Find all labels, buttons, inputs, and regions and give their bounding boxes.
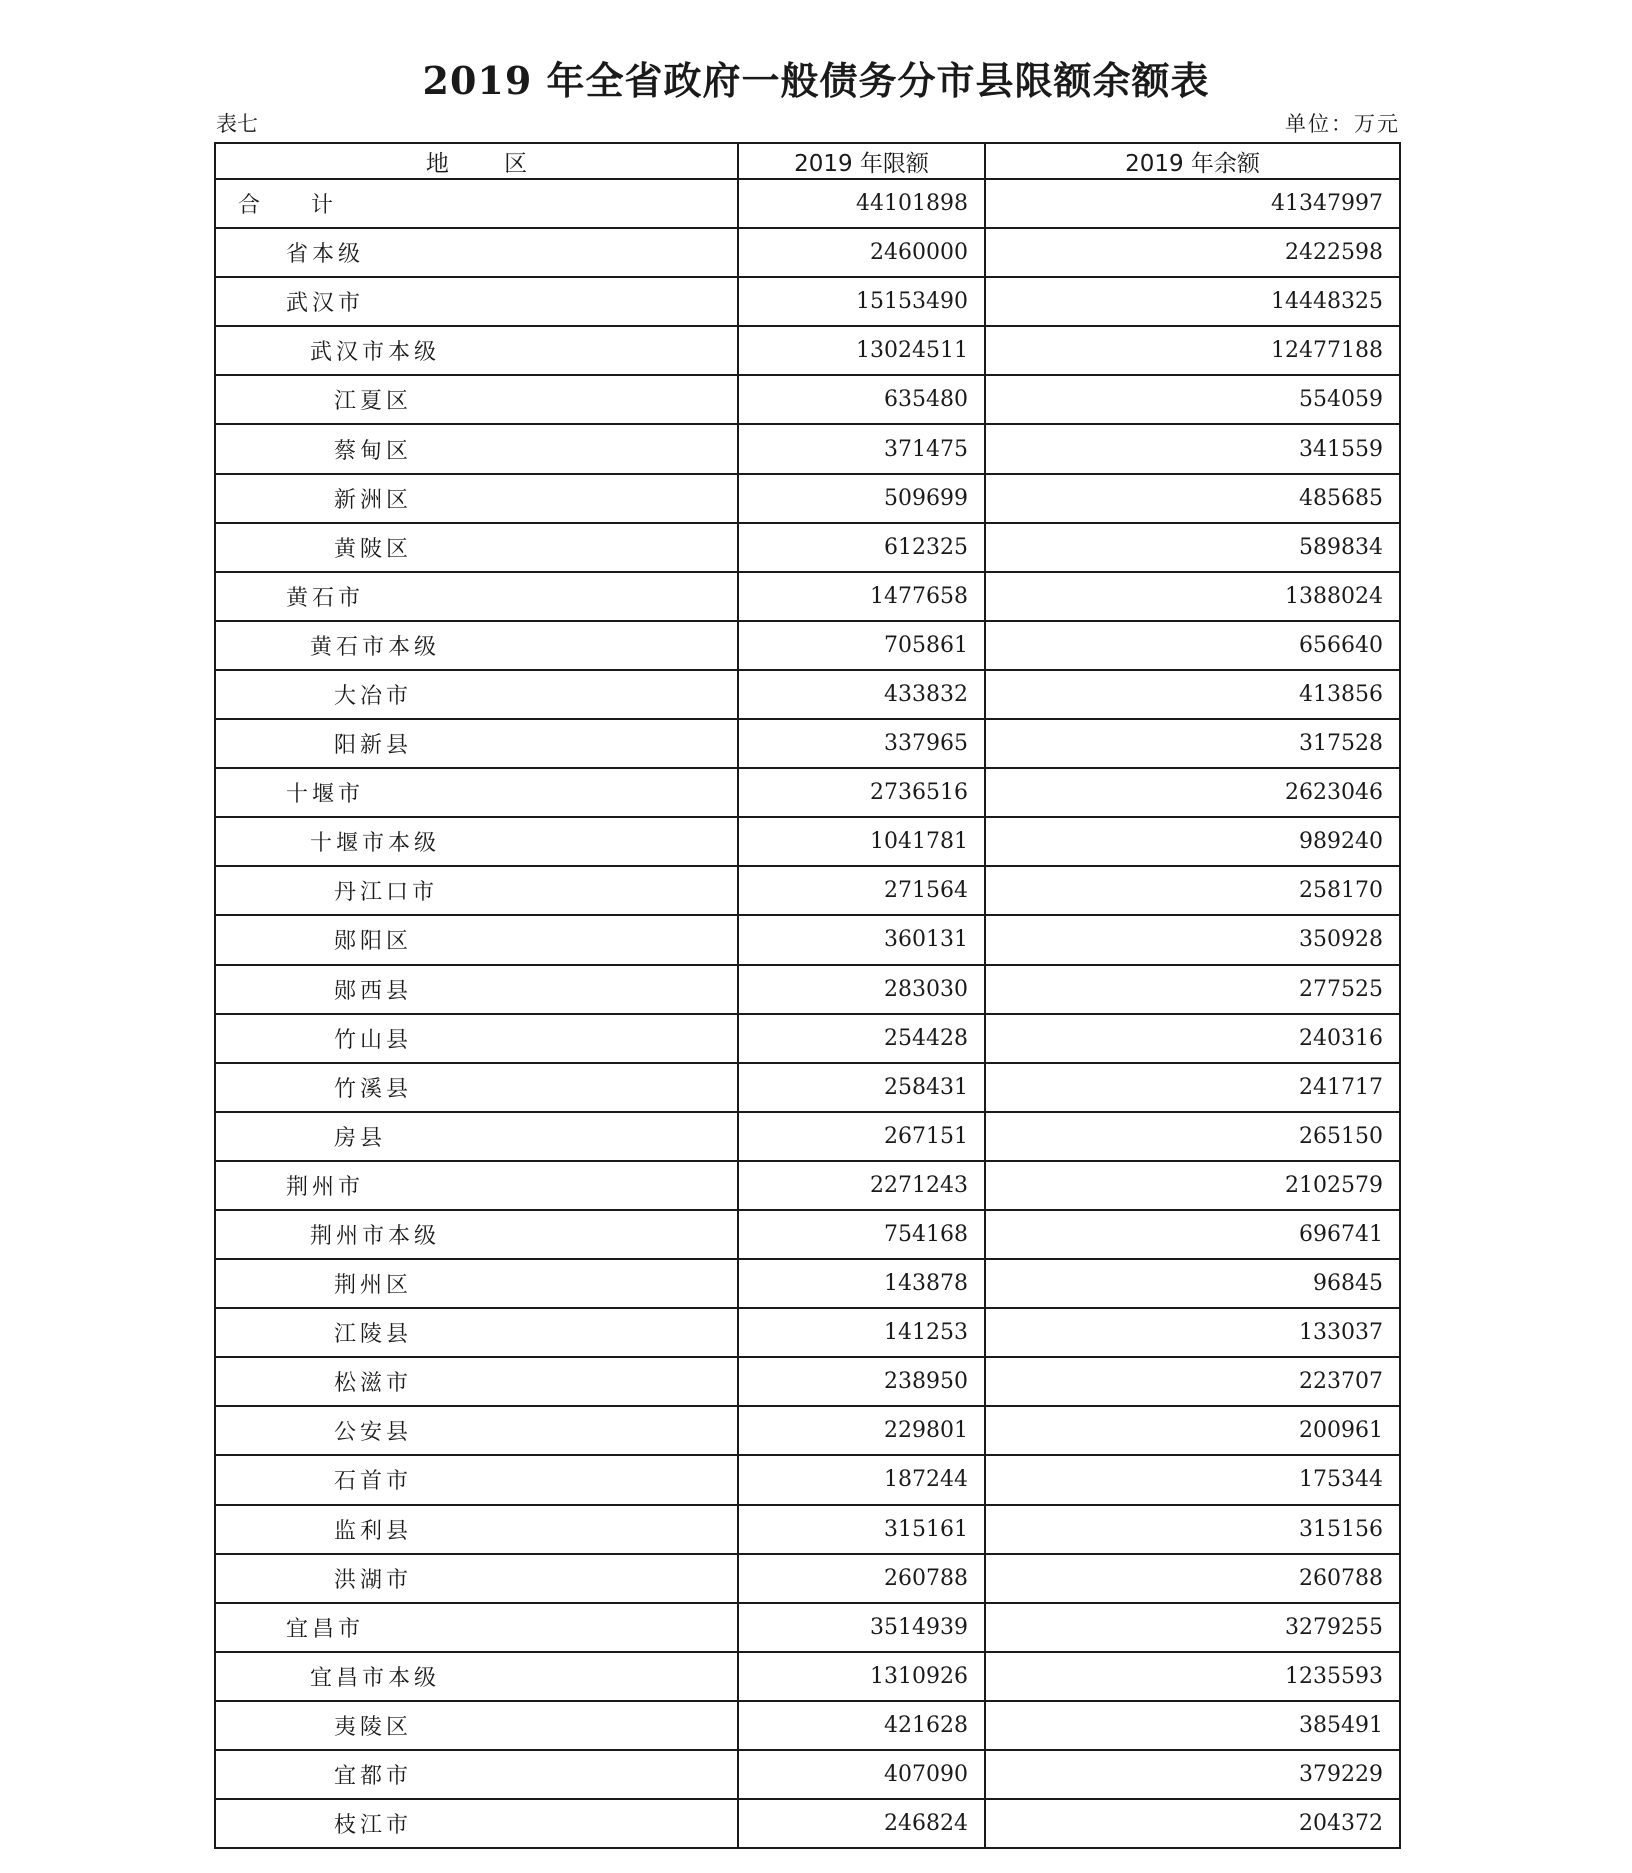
table-row <box>215 1161 1400 1210</box>
region-name-cell: 黄陂区 <box>215 523 738 572</box>
balance-cell: 485685 <box>985 474 1400 523</box>
limit-cell: 246824 <box>738 1799 985 1848</box>
limit-cell: 433832 <box>738 670 985 719</box>
region-name-cell: 江陵县 <box>215 1308 738 1357</box>
table-row <box>215 1308 1400 1357</box>
column-header-limit: 2019 年限额 <box>738 143 985 179</box>
region-name-cell: 宜昌市 <box>215 1603 738 1652</box>
limit-cell: 315161 <box>738 1505 985 1554</box>
region-name-cell: 蔡甸区 <box>215 424 738 473</box>
table-row <box>215 326 1400 375</box>
balance-cell: 12477188 <box>985 326 1400 375</box>
limit-cell: 15153490 <box>738 277 985 326</box>
table-body <box>215 179 1400 1848</box>
region-name-cell: 省本级 <box>215 228 738 277</box>
region-name-cell: 合 计 <box>215 179 738 228</box>
table-row <box>215 474 1400 523</box>
balance-cell: 2422598 <box>985 228 1400 277</box>
table-row <box>215 915 1400 964</box>
table-row <box>215 1406 1400 1455</box>
limit-cell: 258431 <box>738 1063 985 1112</box>
limit-cell: 635480 <box>738 375 985 424</box>
table-row <box>215 1210 1400 1259</box>
balance-cell: 413856 <box>985 670 1400 719</box>
region-name-cell: 新洲区 <box>215 474 738 523</box>
column-header-balance: 2019 年余额 <box>985 143 1400 179</box>
limit-cell: 754168 <box>738 1210 985 1259</box>
limit-cell: 143878 <box>738 1259 985 1308</box>
table-row <box>215 1014 1400 1063</box>
balance-cell: 41347997 <box>985 179 1400 228</box>
table-row <box>215 621 1400 670</box>
table-row <box>215 523 1400 572</box>
balance-cell: 696741 <box>985 1210 1400 1259</box>
region-name-cell: 十堰市 <box>215 768 738 817</box>
region-name-cell: 石首市 <box>215 1455 738 1504</box>
region-name-cell: 郧西县 <box>215 965 738 1014</box>
limit-cell: 13024511 <box>738 326 985 375</box>
table-row <box>215 1357 1400 1406</box>
balance-cell: 350928 <box>985 915 1400 964</box>
region-name-cell: 江夏区 <box>215 375 738 424</box>
balance-cell: 3279255 <box>985 1603 1400 1652</box>
limit-cell: 337965 <box>738 719 985 768</box>
region-name-cell: 松滋市 <box>215 1357 738 1406</box>
table-row <box>215 965 1400 1014</box>
limit-cell: 1310926 <box>738 1652 985 1701</box>
balance-cell: 2102579 <box>985 1161 1400 1210</box>
unit-label: 单位：万元 <box>1285 112 1400 136</box>
limit-cell: 421628 <box>738 1701 985 1750</box>
balance-cell: 1388024 <box>985 572 1400 621</box>
limit-cell: 3514939 <box>738 1603 985 1652</box>
header-row <box>215 143 1400 179</box>
table-row <box>215 1063 1400 1112</box>
limit-cell: 705861 <box>738 621 985 670</box>
balance-cell: 240316 <box>985 1014 1400 1063</box>
region-name-cell: 竹溪县 <box>215 1063 738 1112</box>
limit-cell: 2460000 <box>738 228 985 277</box>
table-row <box>215 1112 1400 1161</box>
page-title: 2019 年全省政府一般债务分市县限额余额表 <box>422 58 1210 103</box>
balance-cell: 317528 <box>985 719 1400 768</box>
limit-cell: 44101898 <box>738 179 985 228</box>
region-name-cell: 十堰市本级 <box>215 817 738 866</box>
region-name-cell: 公安县 <box>215 1406 738 1455</box>
region-name-cell: 丹江口市 <box>215 866 738 915</box>
limit-cell: 1477658 <box>738 572 985 621</box>
table-row <box>215 424 1400 473</box>
limit-cell: 407090 <box>738 1750 985 1799</box>
table-row <box>215 1652 1400 1701</box>
region-name-cell: 房县 <box>215 1112 738 1161</box>
balance-cell: 277525 <box>985 965 1400 1014</box>
balance-cell: 258170 <box>985 866 1400 915</box>
region-name-cell: 竹山县 <box>215 1014 738 1063</box>
limit-cell: 141253 <box>738 1308 985 1357</box>
region-name-cell: 荆州市本级 <box>215 1210 738 1259</box>
limit-cell: 267151 <box>738 1112 985 1161</box>
region-name-cell: 宜都市 <box>215 1750 738 1799</box>
region-name-cell: 阳新县 <box>215 719 738 768</box>
region-name-cell: 宜昌市本级 <box>215 1652 738 1701</box>
limit-cell: 1041781 <box>738 817 985 866</box>
region-name-cell: 大冶市 <box>215 670 738 719</box>
region-name-cell: 郧阳区 <box>215 915 738 964</box>
table-row <box>215 1799 1400 1848</box>
table-row <box>215 179 1400 228</box>
balance-cell: 385491 <box>985 1701 1400 1750</box>
table-row <box>215 228 1400 277</box>
region-name-cell: 洪湖市 <box>215 1554 738 1603</box>
balance-cell: 1235593 <box>985 1652 1400 1701</box>
limit-cell: 187244 <box>738 1455 985 1504</box>
limit-cell: 238950 <box>738 1357 985 1406</box>
region-name-cell: 黄石市本级 <box>215 621 738 670</box>
table-row <box>215 1603 1400 1652</box>
limit-cell: 283030 <box>738 965 985 1014</box>
balance-cell: 14448325 <box>985 277 1400 326</box>
limit-cell: 612325 <box>738 523 985 572</box>
limit-cell: 271564 <box>738 866 985 915</box>
table-number-label: 表七 <box>216 112 258 136</box>
balance-cell: 96845 <box>985 1259 1400 1308</box>
table-row <box>215 1259 1400 1308</box>
limit-cell: 371475 <box>738 424 985 473</box>
region-name-cell: 枝江市 <box>215 1799 738 1848</box>
table-row <box>215 1455 1400 1504</box>
balance-cell: 379229 <box>985 1750 1400 1799</box>
balance-cell: 241717 <box>985 1063 1400 1112</box>
table-row <box>215 375 1400 424</box>
limit-cell: 254428 <box>738 1014 985 1063</box>
limit-cell: 2271243 <box>738 1161 985 1210</box>
balance-cell: 265150 <box>985 1112 1400 1161</box>
balance-cell: 133037 <box>985 1308 1400 1357</box>
table-row <box>215 1505 1400 1554</box>
region-name-cell: 武汉市本级 <box>215 326 738 375</box>
limit-cell: 229801 <box>738 1406 985 1455</box>
region-name-cell: 黄石市 <box>215 572 738 621</box>
table-header <box>215 143 1400 179</box>
table-row <box>215 768 1400 817</box>
table-row <box>215 719 1400 768</box>
table-row <box>215 1701 1400 1750</box>
balance-cell: 341559 <box>985 424 1400 473</box>
balance-cell: 223707 <box>985 1357 1400 1406</box>
balance-cell: 2623046 <box>985 768 1400 817</box>
region-name-cell: 夷陵区 <box>215 1701 738 1750</box>
balance-cell: 656640 <box>985 621 1400 670</box>
balance-cell: 589834 <box>985 523 1400 572</box>
column-header-region: 地 区 <box>215 143 738 179</box>
table-row <box>215 817 1400 866</box>
table-row <box>215 572 1400 621</box>
balance-cell: 204372 <box>985 1799 1400 1848</box>
balance-cell: 200961 <box>985 1406 1400 1455</box>
balance-cell: 260788 <box>985 1554 1400 1603</box>
limit-cell: 260788 <box>738 1554 985 1603</box>
balance-cell: 554059 <box>985 375 1400 424</box>
region-name-cell: 荆州市 <box>215 1161 738 1210</box>
region-name-cell: 武汉市 <box>215 277 738 326</box>
limit-cell: 509699 <box>738 474 985 523</box>
region-name-cell: 荆州区 <box>215 1259 738 1308</box>
limit-cell: 2736516 <box>738 768 985 817</box>
debt-limit-balance-table <box>214 142 1401 1849</box>
table-row <box>215 277 1400 326</box>
table-row <box>215 1750 1400 1799</box>
balance-cell: 315156 <box>985 1505 1400 1554</box>
limit-cell: 360131 <box>738 915 985 964</box>
balance-cell: 175344 <box>985 1455 1400 1504</box>
region-name-cell: 监利县 <box>215 1505 738 1554</box>
balance-cell: 989240 <box>985 817 1400 866</box>
table-row <box>215 670 1400 719</box>
table-row <box>215 866 1400 915</box>
table-row <box>215 1554 1400 1603</box>
